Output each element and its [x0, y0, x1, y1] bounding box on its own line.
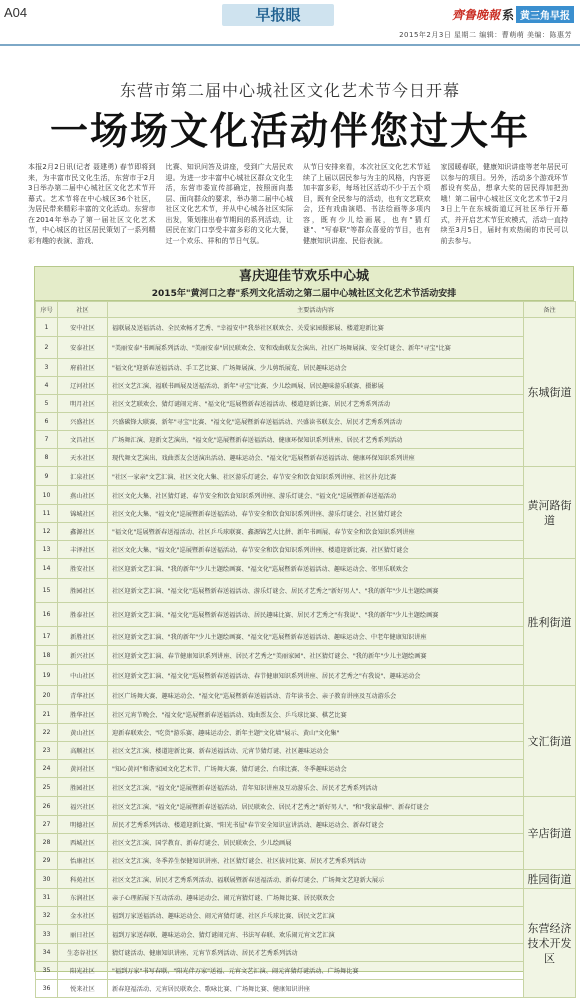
row-number: 9	[36, 467, 58, 486]
row-number: 29	[36, 852, 58, 870]
activity-content: 社区迎新文艺汇演、"福文化"巡展暨新春送福活动、春节健康知识系列讲座、居民才艺秀之"有我说"、趣味运动会	[108, 665, 524, 686]
community-name: 阳光社区	[58, 962, 108, 980]
row-number: 3	[36, 359, 58, 377]
table-row	[36, 486, 576, 505]
table-row	[36, 318, 576, 337]
row-number: 8	[36, 449, 58, 467]
row-number: 4	[36, 377, 58, 395]
schedule-title: 喜庆迎佳节欢乐中心城	[35, 267, 573, 287]
row-number: 28	[36, 834, 58, 852]
row-number: 23	[36, 742, 58, 760]
schedule-table	[35, 301, 576, 998]
table-row	[36, 686, 576, 705]
article-column-4: 家园暖春联，健康知识讲座等老年居民可以参与的项目。另外，活动多个游戏环节都设有奖品，想拿大奖的居民得加把劲哦！第二届中心城社区文化艺术节于2月3日上午在东城街道辽河社区举行开幕式，并开启艺术节狂欢模式，活动一直持续至3月5日，届时有欢热闹的市民可以前去参与。	[440, 163, 568, 245]
activity-content: 广场舞汇演、迎新文艺演出、"福文化"巡展暨新春送福活动、健康环保知识系列讲座、居民才艺秀系列活动	[108, 431, 524, 449]
community-name: 东润社区	[58, 889, 108, 907]
article-column-2: 比赛、知识问答及讲座，受到广大居民欢迎。为进一步丰富中心城社区群众文化生活，东营市委宣传部确定，按照面向基层、面向群众的要求，举办第二届中心城社区文化艺术节，并从中心城各社区实际出发，策划推出春节期间的系列活动，让居民在家门口享受丰富多彩的文化大餐，过一个欢乐、祥和的节日气氛。	[165, 163, 293, 245]
community-name: 安泰社区	[58, 337, 108, 359]
table-row	[36, 778, 576, 797]
activity-content: 居民才艺秀系列活动、楼道迎新比赛、"阳光书屋"春节安全知识宣讲活动、趣味运动会、新春灯谜会	[108, 816, 524, 834]
header-content: 主要活动内容	[108, 302, 524, 318]
community-name: 西城社区	[58, 834, 108, 852]
activity-content: "社区一家亲"文艺汇演、社区文化大集、社区游乐灯谜会、春节安全和饮食知识系列讲座、社区扑克比赛	[108, 467, 524, 486]
district-remark: 东城街道	[524, 318, 576, 467]
row-number: 21	[36, 705, 58, 724]
row-number: 12	[36, 523, 58, 541]
table-row	[36, 760, 576, 778]
row-number: 1	[36, 318, 58, 337]
table-row	[36, 395, 576, 413]
community-name: 汇泉社区	[58, 467, 108, 486]
activity-content: 社区文艺汇演、居民才艺秀系列活动、福联展暨新春送福活动、新春灯谜会、广场舞文艺迎新大展示	[108, 870, 524, 889]
community-name: 悦来社区	[58, 980, 108, 998]
district-remark: 辛店街道	[524, 797, 576, 870]
community-name: 福兴社区	[58, 797, 108, 816]
community-name: 中山社区	[58, 665, 108, 686]
table-row	[36, 852, 576, 870]
row-number: 26	[36, 797, 58, 816]
table-header-row	[36, 302, 576, 318]
activity-content: 社区迎新文艺汇演、"我的新年"少儿主题绘画赛、"福文化"巡展暨新春送福活动、趣味运动会、中老年健康知识讲座	[108, 627, 524, 646]
schedule-body	[36, 318, 576, 998]
table-row	[36, 925, 576, 944]
community-name: 胜园社区	[58, 579, 108, 603]
community-name: 鑫源社区	[58, 523, 108, 541]
table-row	[36, 889, 576, 907]
community-name: 燕山社区	[58, 486, 108, 505]
row-number: 17	[36, 627, 58, 646]
row-number: 18	[36, 646, 58, 665]
community-name: 怡康社区	[58, 852, 108, 870]
activity-content: 社区文化大集、社区猜灯谜、春节安全和饮食知识系列讲座、游乐灯谜会、"福文化"巡展暨新春送福活动	[108, 486, 524, 505]
table-row	[36, 449, 576, 467]
activity-content: "福文化"迎新春送福活动、手工艺比赛、广场舞展演、少儿剪纸展览、居民趣味运动会	[108, 359, 524, 377]
activity-content: 社区迎新文艺汇演、春节健康知识系列讲座、居民才艺秀之"美丽家园"、社区猜灯谜会、"我的新年"少儿主题绘画赛	[108, 646, 524, 665]
row-number: 7	[36, 431, 58, 449]
table-row	[36, 705, 576, 724]
community-name: 辽河社区	[58, 377, 108, 395]
row-number: 32	[36, 907, 58, 925]
row-number: 24	[36, 760, 58, 778]
table-row	[36, 907, 576, 925]
page-code: A04	[4, 5, 28, 20]
row-number: 30	[36, 870, 58, 889]
row-number: 19	[36, 665, 58, 686]
activity-content: 猜灯谜活动、健康知识讲座、元宵节系列活动、居民才艺秀系列活动	[108, 944, 524, 962]
header-no: 序号	[36, 302, 58, 318]
community-name: 胜华社区	[58, 705, 108, 724]
community-name: 高顺社区	[58, 742, 108, 760]
issue-meta: 2015年2月3日 星期二 编辑：曹萌萌 美编：陈惠芳	[399, 31, 572, 39]
activity-content: 兴盛碳锋大联赛、新年"寻宝"比赛、"福文化"巡展暨新春送福活动、兴盛读书联友会、居民才艺秀系列活动	[108, 413, 524, 431]
row-number: 25	[36, 778, 58, 797]
activity-content: 社区文艺汇演、国学教育、新春灯谜会、居民联欢会、少儿绘画展	[108, 834, 524, 852]
article-subhead: 东营市第二届中心城社区文化艺术节今日开幕	[119, 81, 460, 100]
schedule-box	[34, 266, 574, 993]
activity-content: 社区迎新文艺汇演、"福文化"巡展暨新春送福活动、居民趣味比赛、居民才艺秀之"有我说"、"我的新年"少儿主题绘画赛	[108, 603, 524, 627]
activity-content: 新春迎福活动、元宵居民联欢会、歌咏比赛、广场舞比赛、健康知识讲座	[108, 980, 524, 998]
activity-content: 现代舞文艺演出、戏曲票友会送演出活动、趣味运动会、"福文化"巡展暨新春送福活动、健康环保知识系列讲座	[108, 449, 524, 467]
community-name: 天水社区	[58, 449, 108, 467]
community-name: 胜安社区	[58, 559, 108, 579]
table-row	[36, 646, 576, 665]
table-row	[36, 724, 576, 742]
table-row	[36, 962, 576, 980]
activity-content: 社区元宵节晚会、"福文化"巡展暨新春送福活动、戏曲票友会、乒乓球比赛、棋艺比赛	[108, 705, 524, 724]
community-name: 安中社区	[58, 318, 108, 337]
section-tag: 早报眼	[222, 4, 334, 26]
activity-content: 福到万家送春联、趣味运动会、猜灯谜闹元宵、书法写春联、欢乐闹元宵文艺汇演	[108, 925, 524, 944]
article-column-1: 本报2月2日讯(记者 聂建勇) 春节即将到来，为丰富市民文化生活，东营市于2月3日举办第二届中心城社区文化艺术节开幕式。艺术节将在中心城区36个社区，为居民带来精彩丰富的文化活动。东营市在2014年举办了第一届社区文化艺术节，中心城区的社区居民策划了一系列精彩有趣的表演、游戏、	[28, 163, 156, 245]
header-community: 社区	[58, 302, 108, 318]
activity-content: 社区迎新文艺汇演、"我的新年"少儿主题绘画赛、"福文化"巡展暨新春送福活动、趣味运动会、邻里乐联欢会	[108, 559, 524, 579]
activity-content: 亲子心理拓展下互动活动、趣味运动会、闹元宵猜灯谜、广场舞比赛、居民联欢会	[108, 889, 524, 907]
row-number: 16	[36, 603, 58, 627]
table-row	[36, 377, 576, 395]
community-name: 文昌社区	[58, 431, 108, 449]
row-number: 13	[36, 541, 58, 559]
schedule-subtitle: 2015年"黄河口之春"系列文化活动之第二届中心城社区文化艺术节活动安排	[35, 287, 573, 301]
community-name: 科苑社区	[58, 870, 108, 889]
row-number: 35	[36, 962, 58, 980]
row-number: 22	[36, 724, 58, 742]
row-number: 2	[36, 337, 58, 359]
header-rule	[0, 44, 580, 46]
district-remark: 东营经济技术开发区	[524, 889, 576, 998]
table-row	[36, 337, 576, 359]
table-row	[36, 834, 576, 852]
community-name: 新胜社区	[58, 627, 108, 646]
activity-content: "福文化"巡展暨新春送福活动、社区乒乓球联赛、鑫源锦艺大比拼、新年书画展、春节安全和饮食知识系列讲座	[108, 523, 524, 541]
table-row	[36, 579, 576, 603]
row-number: 36	[36, 980, 58, 998]
activity-content: 社区文艺汇演、冬季养生保健知识讲座、社区猜灯谜会、社区拔河比赛、居民才艺秀系列活动	[108, 852, 524, 870]
activity-content: 社区迎新文艺汇演、"福文化"巡展暨新春送福活动、游乐灯谜会、居民才艺秀之"新好男人"、"我的新年"少儿主题绘画赛	[108, 579, 524, 603]
community-name: 胜园社区	[58, 778, 108, 797]
community-name: 胜泰社区	[58, 603, 108, 627]
table-row	[36, 944, 576, 962]
page-header	[0, 0, 580, 46]
table-row	[36, 505, 576, 523]
activity-content: "福到万家"书写春联、"阳光伴万家"送福、元宵文艺汇演、闹元宵猜灯谜活动、广场舞比赛	[108, 962, 524, 980]
activity-content: 社区文化大集、"福文化"巡展暨新春送福活动、春节安全和饮食知识系列讲座、楼道迎新比赛、社区猜灯谜会	[108, 541, 524, 559]
community-name: 丽日社区	[58, 925, 108, 944]
masthead	[452, 4, 574, 24]
row-number: 34	[36, 944, 58, 962]
activity-content: "美丽安泰"书画展系列活动、"美丽安泰"居民联欢会、安和戏曲联友会演出、社区广场舞展演、安全灯谜会、新年"寻宝"比赛	[108, 337, 524, 359]
activity-content: 社区文艺汇演、楼道迎新比赛、新春送福活动、元宵节猜灯谜、社区趣味运动会	[108, 742, 524, 760]
row-number: 31	[36, 889, 58, 907]
row-number: 15	[36, 579, 58, 603]
activity-content: 福联展及送福活动、全民欢畅才艺秀、"幸福安中"我举社区联欢会、关爱家园摄影展、楼道迎新比赛	[108, 318, 524, 337]
row-number: 11	[36, 505, 58, 523]
newspaper-logo: 齊鲁晚報	[451, 7, 500, 22]
article-headline: 一场场文化活动伴您过大年	[49, 109, 530, 153]
row-number: 20	[36, 686, 58, 705]
district-remark: 胜园街道	[524, 870, 576, 889]
community-name: 锦城社区	[58, 505, 108, 523]
activity-content: 社区文艺汇演、"福文化"巡展暨新春送福活动、青年知识讲座及互动游乐会、居民才艺秀系列活动	[108, 778, 524, 797]
row-number: 14	[36, 559, 58, 579]
row-number: 33	[36, 925, 58, 944]
community-name: 府前社区	[58, 359, 108, 377]
district-remark: 文汇街道	[524, 686, 576, 797]
community-name: 明月社区	[58, 395, 108, 413]
district-remark: 胜利街道	[524, 559, 576, 686]
row-number: 27	[36, 816, 58, 834]
article-body	[28, 162, 568, 262]
community-name: 黄河社区	[58, 760, 108, 778]
table-row	[36, 603, 576, 627]
table-row	[36, 627, 576, 646]
activity-content: 福到万家送福活动、趣味运动会、闹元宵猜灯谜、社区乒乓球比赛、居民文艺汇演	[108, 907, 524, 925]
table-row	[36, 797, 576, 816]
activity-content: 迎新春联欢会、"吃货"游乐赛、趣味运动会、新年主题"文化墙"展示、黄山"文化集"	[108, 724, 524, 742]
row-number: 5	[36, 395, 58, 413]
activity-content: 社区文艺汇演、福联书画展及送福活动、新年"寻宝"比赛、少儿绘画展、居民趣味游乐联赛、摄影展	[108, 377, 524, 395]
table-row	[36, 431, 576, 449]
community-name: 明德社区	[58, 816, 108, 834]
table-row	[36, 742, 576, 760]
table-row	[36, 665, 576, 686]
community-name: 兴盛社区	[58, 413, 108, 431]
table-row	[36, 541, 576, 559]
community-name: 青华社区	[58, 686, 108, 705]
activity-content: 社区文艺联欢会、猜灯谜闹元宵、"福文化"巡展暨新春送福活动、楼道迎新比赛、居民才艺秀系列活动	[108, 395, 524, 413]
table-row	[36, 467, 576, 486]
community-name: 黄山社区	[58, 724, 108, 742]
table-row	[36, 870, 576, 889]
table-row	[36, 816, 576, 834]
activity-content: 社区文化大集、"福文化"巡展暨新春送福活动、春节安全和饮食知识系列讲座、游乐灯谜会、社区猜灯谜会	[108, 505, 524, 523]
masthead-suffix: 系	[501, 7, 514, 22]
table-row	[36, 559, 576, 579]
district-remark: 黄河路街道	[524, 467, 576, 559]
activity-content: 社区广场舞大赛、趣味运动会、"福文化"巡展暨新春送福活动、青年读书会、亲子教育讲座及互动游乐会	[108, 686, 524, 705]
table-row	[36, 523, 576, 541]
activity-content: "知心黄河"和谐家园文化艺术节、广场舞大赛、猜灯谜会、台球比赛、冬季趣味运动会	[108, 760, 524, 778]
community-name: 丰泽社区	[58, 541, 108, 559]
row-number: 10	[36, 486, 58, 505]
table-row	[36, 359, 576, 377]
header-remark: 备注	[524, 302, 576, 318]
activity-content: 社区文艺汇演、"福文化"巡展暨新春送福活动、居民联欢会、居民才艺秀之"新好男人"、"和"我家最棒"、新春灯谜会	[108, 797, 524, 816]
community-name: 金水社区	[58, 907, 108, 925]
table-row	[36, 980, 576, 998]
row-number: 6	[36, 413, 58, 431]
edition-badge: 黄三角早报	[516, 6, 574, 23]
table-row	[36, 413, 576, 431]
article-column-3: 从节日安排来看，本次社区文化艺术节延续了上届以居民参与为主的风格，内容更加丰富多彩，每场社区活动不少于五个项目，既有全民参与的活动，也有文艺联欢会，还有戏曲演唱、书法绘画等多项内容，既有少儿绘画展，也有"猜灯谜"、"写春联"等群众喜爱的节目，也有健康知识讲座、民俗表演。	[303, 163, 431, 245]
community-name: 新兴社区	[58, 646, 108, 665]
community-name: 生态谷社区	[58, 944, 108, 962]
